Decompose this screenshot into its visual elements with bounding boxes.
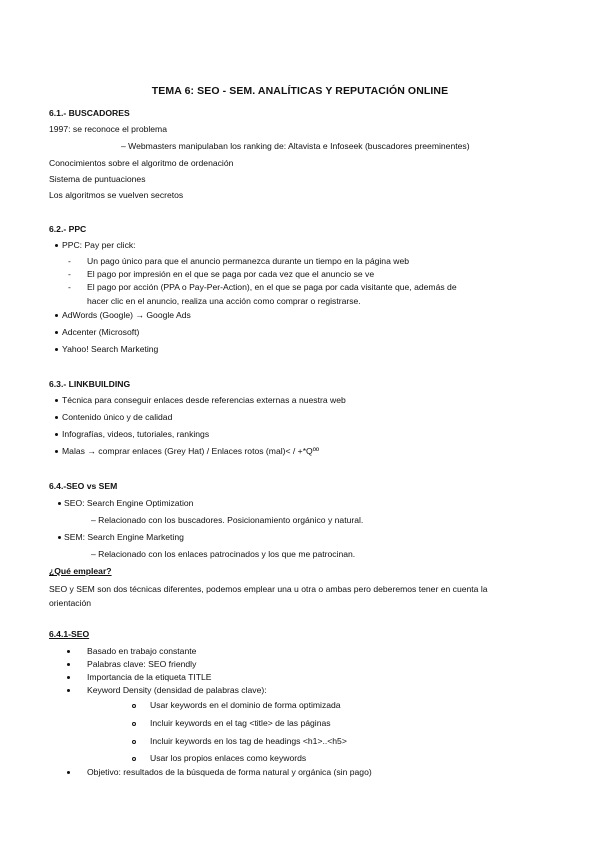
list-item: Objetivo: resultados de la búsqueda de forma natural y orgánica (sin pago) [87,767,372,777]
list-subitem: Incluir keywords en el tag <title> de las páginas [150,718,331,728]
bullet-icon [55,450,58,453]
subheading-que-emplear: ¿Qué emplear? [49,566,112,576]
bullet-icon [67,771,70,774]
bullet-icon [58,536,61,539]
bullet-icon [67,676,70,679]
bullet-icon [67,663,70,666]
list-item: Malas → comprar enlaces (Grey Hat) / Enlaces rotos (mal)< / +*Qºº [62,446,320,456]
section-heading-linkbuilding: 6.3.- LINKBUILDING [49,379,131,389]
text-line: Sistema de puntuaciones [49,174,146,184]
list-item: Infografías, videos, tutoriales, rankings [62,429,210,439]
list-item: Keyword Density (densidad de palabras clave): [87,685,267,695]
list-subitem: El pago por acción (PPA o Pay-Per-Action), en el que se paga por cada visitante que, además de [87,282,457,292]
section-heading-buscadores: 6.1.- BUSCADORES [49,108,130,118]
bullet-icon [55,331,58,334]
list-item: SEO: Search Engine Optimization [64,498,194,508]
bullet-icon [67,689,70,692]
list-item: Técnica para conseguir enlaces desde referencias externas a nuestra web [62,395,346,405]
paragraph-line: SEO y SEM son dos técnicas diferentes, podemos emplear una u otra o ambas pero deberemos tener en cuenta la [49,584,488,594]
list-item: Adcenter (Microsoft) [62,327,140,337]
text-line: 1997: se reconoce el problema [49,124,168,134]
bullet-icon [67,650,70,653]
list-subitem-continuation: hacer clic en el anuncio, realiza una acción como comprar o registrarse. [87,296,361,306]
section-heading-seo: 6.4.1-SEO [49,629,90,639]
list-item: Importancia de la etiqueta TITLE [87,672,212,682]
bullet-icon [55,314,58,317]
list-subitem: – Relacionado con los enlaces patrocinados y los que me patrocinan. [91,549,356,559]
dash-icon: - [68,256,71,266]
list-item: SEM: Search Engine Marketing [64,532,184,542]
circle-bullet-icon [132,740,136,744]
list-subitem: Usar keywords en el dominio de forma optimizada [150,700,341,710]
text-line: Los algoritmos se vuelven secretos [49,190,184,200]
text-line: Conocimientos sobre el algoritmo de ordenación [49,158,234,168]
list-item: Palabras clave: SEO friendly [87,659,197,669]
page-title: TEMA 6: SEO - SEM. ANALÍTICAS Y REPUTACIÓN ONLINE [151,85,449,97]
list-item: Yahoo! Search Marketing [62,344,159,354]
list-subitem: Un pago único para que el anuncio permanezca durante un tiempo en la página web [87,256,410,266]
circle-bullet-icon [132,722,136,726]
list-subitem: – Relacionado con los buscadores. Posicionamiento orgánico y natural. [91,515,364,525]
paragraph-line: orientación [49,598,92,608]
bullet-icon [55,244,58,247]
list-subitem: El pago por impresión en el que se paga por cada vez que el anuncio se ve [87,269,375,279]
bullet-icon [55,399,58,402]
circle-bullet-icon [132,704,136,708]
dash-icon: - [68,282,71,292]
list-item: PPC: Pay per click: [62,240,136,250]
list-subitem: Incluir keywords en los tag de headings <h1>..<h5> [150,736,347,746]
section-heading-seo-vs-sem: 6.4.-SEO vs SEM [49,481,118,491]
circle-bullet-icon [132,757,136,761]
section-heading-ppc: 6.2.- PPC [49,224,87,234]
bullet-icon [58,502,61,505]
dash-icon: - [68,269,71,279]
list-item: AdWords (Google) → Google Ads [62,310,191,320]
bullet-icon [55,433,58,436]
list-subitem: Usar los propios enlaces como keywords [150,753,307,763]
bullet-icon [55,348,58,351]
text-line: – Webmasters manipulaban los ranking de: Altavista e Infoseek (buscadores preeminentes) [121,141,470,151]
bullet-icon [55,416,58,419]
list-item: Contenido único y de calidad [62,412,173,422]
list-item: Basado en trabajo constante [87,646,197,656]
